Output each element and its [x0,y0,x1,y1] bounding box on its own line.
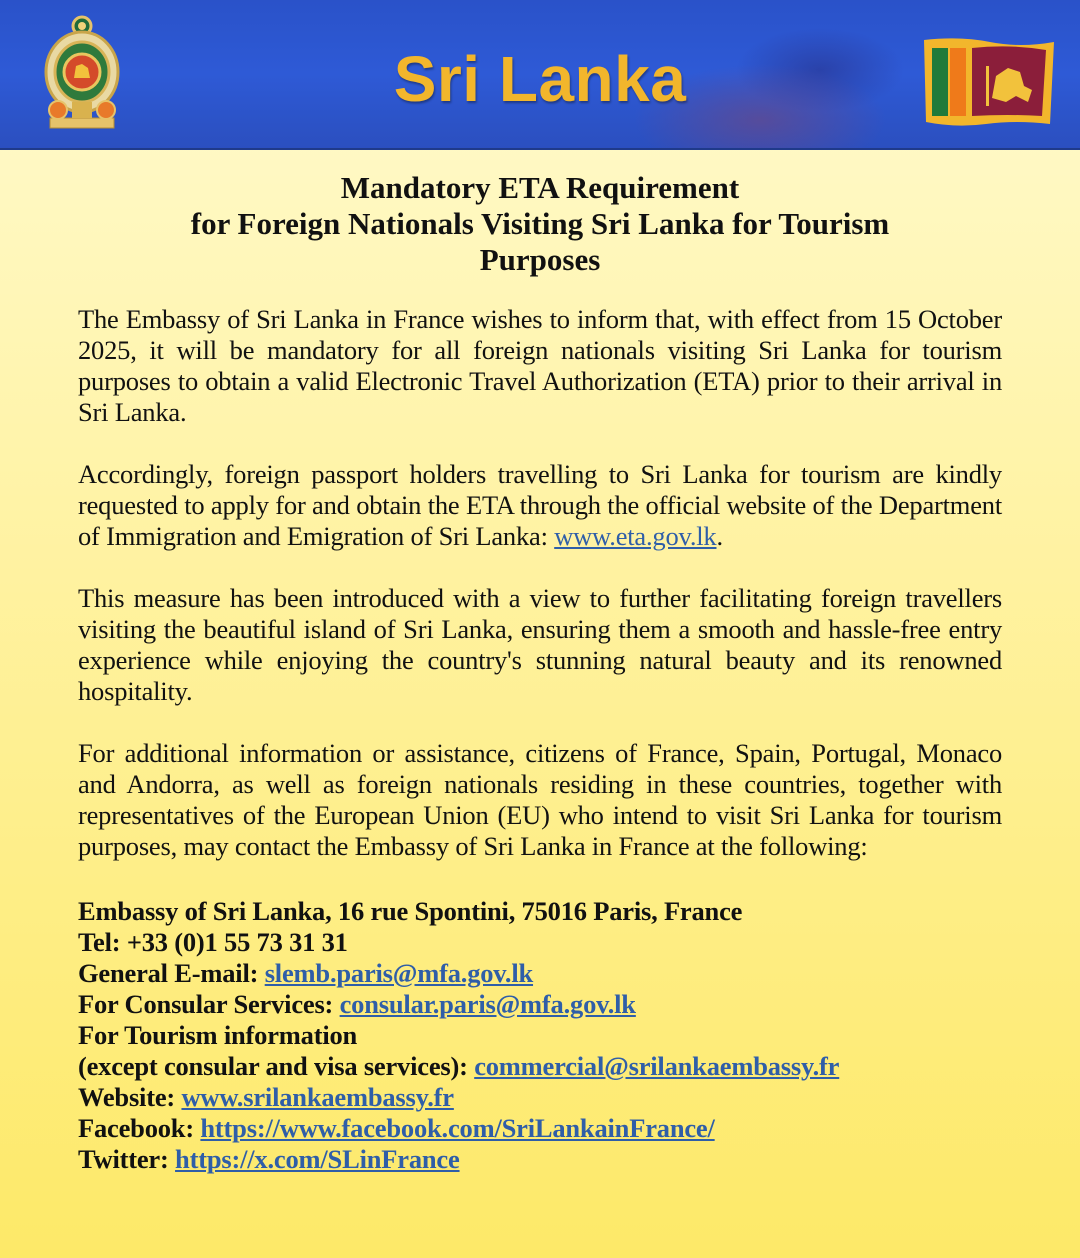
website-label: Website: [78,1082,182,1112]
tourism-sub-label: (except consular and visa services): [78,1051,475,1081]
heading-line-3: Purposes [479,242,601,277]
consular-email-row [78,989,1002,1020]
twitter-link[interactable]: https://x.com/SLinFrance [175,1144,460,1174]
consular-email-link[interactable]: consular.paris@mfa.gov.lk [339,989,636,1019]
twitter-label: Twitter: [78,1144,176,1174]
heading-line-1: Mandatory ETA Requirement [340,170,740,205]
facebook-label: Facebook: [78,1113,201,1143]
telephone: Tel: +33 (0)1 55 73 31 31 [78,927,348,957]
tourism-email-row [78,1051,1002,1082]
notice-heading [78,170,1002,278]
tourism-email-link[interactable]: commercial@srilankaembassy.fr [474,1051,840,1081]
paragraph-apply-eta-text: Accordingly, foreign passport holders travelling to Sri Lanka for tourism are kindly requested to apply for and obtain the ETA through the official website of the Department of Immigration and Emigration of Sri Lanka: [78,459,1002,551]
banner-title: Sri Lanka [393,43,687,115]
twitter-row [78,1144,1002,1175]
header-banner [0,0,1080,150]
eta-website-link[interactable]: www.eta.gov.lk [554,521,717,551]
facebook-row [78,1113,1002,1144]
heading-line-2: for Foreign Nationals Visiting Sri Lanka for Tourism [190,206,890,241]
notice-content [0,150,1080,1175]
paragraph-apply-eta-end: . [716,521,723,551]
sri-lanka-flag-icon [920,36,1056,128]
consular-email-label: For Consular Services: [78,989,340,1019]
general-email-label: General E-mail: [78,958,265,988]
general-email-link[interactable]: slemb.paris@mfa.gov.lk [264,958,534,988]
embassy-website-link[interactable]: www.srilankaembassy.fr [181,1082,454,1112]
tourism-label: For Tourism information [78,1020,358,1050]
contact-block [78,896,1002,1175]
embassy-address: Embassy of Sri Lanka, 16 rue Spontini, 75016 Paris, France [78,896,743,926]
paragraph-measure: This measure has been introduced with a view to further facilitating foreign travellers visiting the beautiful island of Sri Lanka, ensuring them a smooth and hassle-free entry experience while enjoying the country's stunning natural beauty and its renowned hospitality. [78,583,1002,706]
facebook-link[interactable]: https://www.facebook.com/SriLankainFrance/ [200,1113,715,1143]
general-email-row [78,958,1002,989]
paragraph-contact-info: For additional information or assistance, citizens of France, Spain, Portugal, Monaco and Andorra, as well as foreign nationals residing in these countries, together with representatives of the European Union (EU) who intend to visit Sri Lanka for tourism purposes, may contact the Embassy of Sri Lanka in France at the following: [78,738,1002,861]
paragraph-apply-eta [78,459,1002,552]
website-row [78,1082,1002,1113]
paragraph-effective-date: The Embassy of Sri Lanka in France wishes to inform that, with effect from 15 October 2025, it will be mandatory for all foreign nationals visiting Sri Lanka for tourism purposes to obtain a valid Electronic Travel Authorization (ETA) prior to their arrival in Sri Lanka. [78,304,1002,427]
